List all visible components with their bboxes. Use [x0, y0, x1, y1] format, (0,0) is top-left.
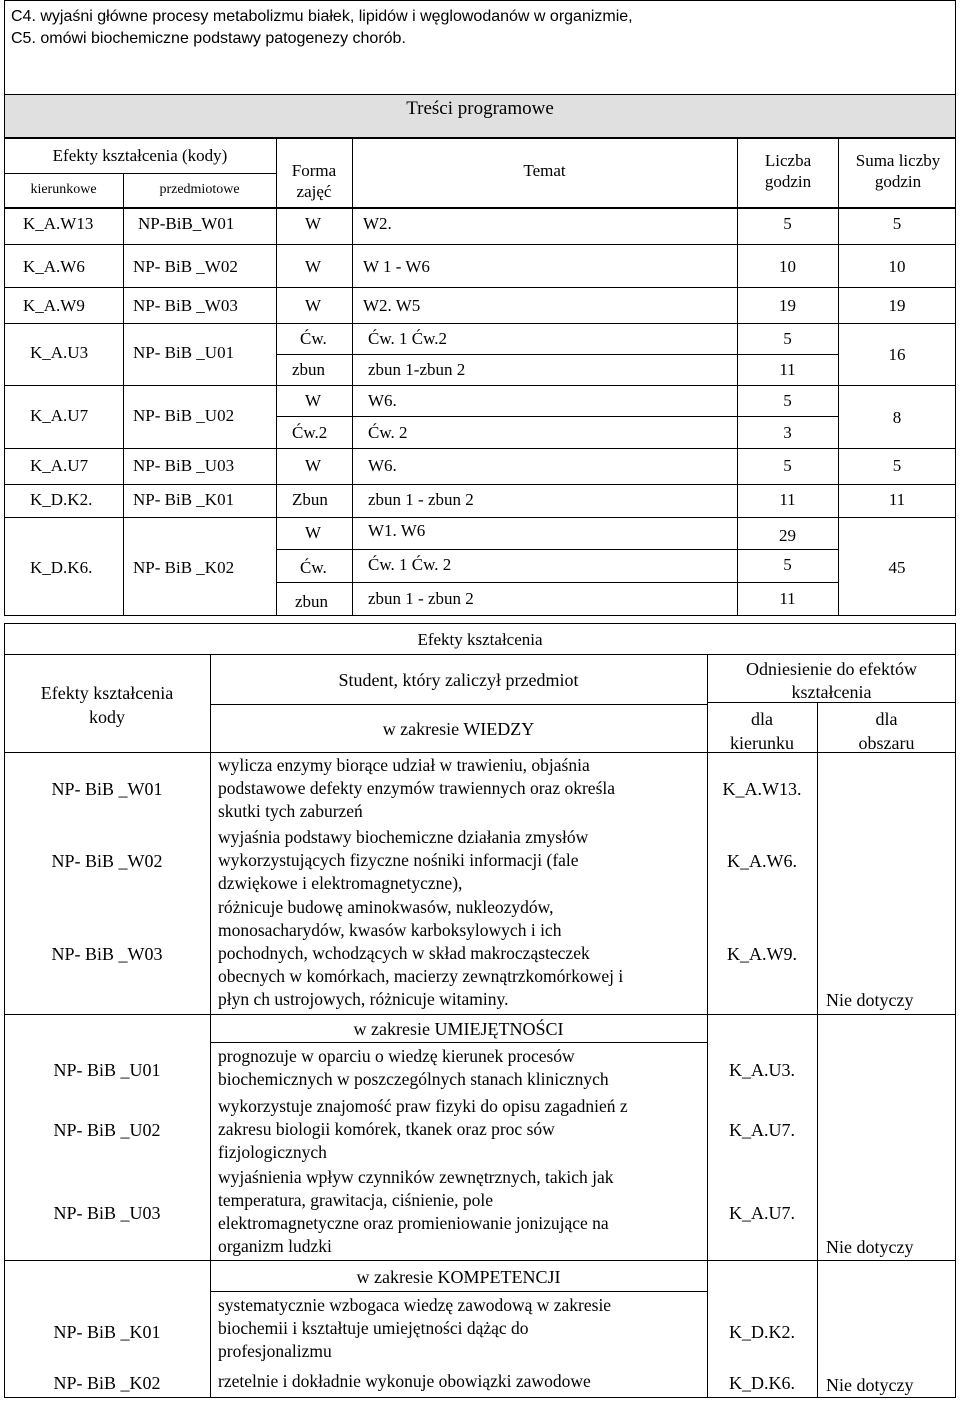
table-row-t: Ćw. 2 — [368, 423, 408, 442]
effects-codes-header: Efekty kształcenia kody — [40, 683, 174, 727]
effect-description-line: prognozuje w oparciu o wiedzę kierunek procesów — [218, 1046, 575, 1066]
table-row-l: 3 — [783, 423, 792, 442]
effect-reference: K_A.W6. — [727, 851, 797, 871]
table-row-s: 10 — [888, 257, 906, 276]
effect-description-line: dzwiękowe i elektromagnetyczne), — [218, 873, 463, 893]
effect-reference: K_A.U7. — [729, 1203, 795, 1223]
table-row-k: K_A.W13 — [23, 214, 94, 233]
table-row-s: 11 — [888, 490, 906, 509]
effects-title: Efekty kształcenia — [417, 630, 543, 649]
effect-description-line: wykorzystujących fizyczne nośniki informacji (fale — [218, 850, 579, 870]
table-row-f: W — [305, 456, 322, 475]
effect-description-line: wyjaśnia podstawy biochemiczne działania zmysłów — [218, 827, 589, 847]
effect-description-line: różnicuje budowę aminokwasów, nukleozydów, — [218, 897, 554, 917]
table-row-p: NP- BiB _U03 — [133, 456, 235, 475]
table-row-t: W2. — [363, 214, 392, 233]
table-row-k: K_A.W6 — [23, 257, 85, 276]
nie-dotyczy-wiedza: Nie dotyczy — [826, 990, 914, 1010]
effect-code: NP- BiB _U02 — [53, 1120, 161, 1140]
effect-description-line: wykorzystuje znajomość praw fizyki do opisu zagadnień z — [218, 1096, 628, 1116]
table-row-f: zbun — [292, 360, 326, 379]
effect-description-line: płyn ch ustrojowych, różnicuje witaminy. — [218, 989, 509, 1009]
effect-description-line: pochodnych, wchodzących w skład makrocząsteczek — [218, 943, 590, 963]
table-row-t: W6. — [368, 391, 397, 410]
table-row-t: W 1 - W6 — [363, 257, 430, 276]
effect-description-line: fizjologicznych — [218, 1142, 327, 1162]
table-row-k: K_A.U7 — [30, 406, 89, 425]
header-kierunkowe: kierunkowe — [30, 182, 97, 197]
header-effects: Efekty kształcenia (kody) — [52, 146, 228, 165]
effect-reference: K_D.K6. — [729, 1373, 795, 1393]
section-wiedza: w zakresie WIEDZY — [382, 719, 535, 739]
nie-dotyczy-umiejetnosci: Nie dotyczy — [826, 1237, 914, 1257]
effect-description-line: systematycznie wzbogaca wiedzę zawodową w zakresie — [218, 1295, 612, 1315]
table-row-t: Ćw. 1 Ćw.2 — [368, 329, 448, 348]
effect-description-line: obecnych w komórkach, macierzy zewnątrzkomórkowej i — [218, 966, 624, 986]
objective-c4: C4. wyjaśni główne procesy metabolizmu białek, lipidów i węglowodanów w organizmie, — [11, 8, 633, 25]
table-row-l: 19 — [779, 296, 796, 315]
effect-reference: K_A.U7. — [729, 1120, 795, 1140]
effect-description-line: monosacharydów, kwasów karboksylowych i ich — [218, 920, 562, 940]
section-umiejetnosci: w zakresie UMIEJĘTNOŚCI — [353, 1019, 564, 1039]
header-liczba: Liczba godzin — [764, 151, 812, 191]
table-row-p: NP- BiB _K02 — [133, 558, 235, 577]
dla-kierunku-header: dla kierunku — [730, 709, 794, 753]
table-row-s: 8 — [892, 408, 902, 427]
effect-reference: K_A.W9. — [727, 944, 797, 964]
table-row-l: 5 — [783, 214, 792, 233]
table-row-f: Zbun — [292, 490, 328, 509]
table-row-p: NP-BiB_W01 — [138, 214, 235, 233]
table-row-t: Ćw. 1 Ćw. 2 — [368, 555, 452, 574]
table-row-k: K_D.K2. — [30, 490, 93, 509]
effect-description-line: podstawowe defekty enzymów trawiennych oraz określa — [218, 778, 616, 798]
header-suma: Suma liczby godzin — [855, 151, 941, 191]
table-row-l: 11 — [779, 360, 796, 379]
table-row-k: K_D.K6. — [30, 558, 93, 577]
table-row-s: 5 — [892, 214, 902, 233]
effect-code: NP- BiB _W02 — [51, 851, 163, 871]
table-row-t: zbun 1 - zbun 2 — [368, 589, 474, 608]
effect-description-line: elektromagnetyczne oraz promieniowanie jonizujące na — [218, 1213, 609, 1233]
effect-description-line: wylicza enzymy biorące udział w trawieniu, objaśnia — [218, 755, 590, 775]
table-row-t: W6. — [368, 456, 397, 475]
effect-reference: K_A.W13. — [722, 779, 802, 799]
table-row-p: NP- BiB _W03 — [133, 296, 238, 315]
table-row-k: K_A.U7 — [30, 456, 89, 475]
effect-code: NP- BiB _U03 — [53, 1203, 161, 1223]
table-row-t: zbun 1-zbun 2 — [368, 360, 466, 379]
table-row-l: 5 — [783, 391, 792, 410]
table-row-f: zbun — [295, 592, 329, 611]
effect-description-line: biochemicznych w poszczególnych stanach klinicznych — [218, 1069, 609, 1089]
odniesienie-header: Odniesienie do efektów kształcenia — [746, 659, 917, 702]
table-row-l: 10 — [779, 257, 796, 276]
table-row-f: W — [305, 523, 322, 542]
table-row-l: 29 — [779, 526, 796, 545]
effect-reference: K_A.U3. — [729, 1060, 795, 1080]
effect-description-line: rzetelnie i dokładnie wykonuje obowiązki zawodowe — [218, 1371, 591, 1391]
table-row-s: 5 — [892, 456, 902, 475]
table-row-k: K_A.U3 — [30, 343, 89, 362]
effect-reference: K_D.K2. — [729, 1322, 795, 1342]
table-row-l: 5 — [783, 555, 792, 574]
table-row-s: 19 — [888, 296, 906, 315]
table-row-p: NP- BiB _U02 — [133, 406, 235, 425]
effect-code: NP- BiB _W03 — [51, 944, 163, 964]
table-row-t: W1. W6 — [368, 521, 426, 540]
table-row-f: W — [305, 391, 322, 410]
effect-code: NP- BiB _K02 — [53, 1373, 161, 1393]
table-row-f: W — [305, 296, 322, 315]
effect-code: NP- BiB _U01 — [53, 1060, 161, 1080]
effect-description-line: profesjonalizmu — [218, 1341, 332, 1361]
table-row-s: 45 — [888, 558, 906, 577]
table-row-l: 5 — [783, 329, 792, 348]
table-row-f: W — [305, 214, 322, 233]
objective-c5: C5. omówi biochemiczne podstawy patogenezy chorób. — [11, 30, 406, 47]
table-row-f: Ćw.2 — [292, 423, 328, 442]
effect-description-line: wyjaśnienia wpływ czynników zewnętrznych, takich jak — [218, 1167, 614, 1187]
table-row-t: zbun 1 - zbun 2 — [368, 490, 474, 509]
program-title: Treści programowe — [406, 98, 554, 119]
table-row-k: K_A.W9 — [23, 296, 85, 315]
effect-description-line: temperatura, grawitacja, ciśnienie, pole — [218, 1190, 494, 1210]
table-row-f: Ćw. — [300, 329, 327, 348]
section-kompetencji: w zakresie KOMPETENCJI — [356, 1267, 561, 1287]
table-row-s: 16 — [888, 345, 906, 364]
table-row-p: NP- BiB _U01 — [133, 343, 235, 362]
table-row-p: NP- BiB _K01 — [133, 490, 235, 509]
effect-description-line: zakresu biologii komórek, tkanek oraz proc sów — [218, 1119, 555, 1139]
effect-description-line: biochemii i kształtuje umiejętności dążąc do — [218, 1318, 529, 1338]
table-row-p: NP- BiB _W02 — [133, 257, 238, 276]
table-row-f: Ćw. — [300, 558, 327, 577]
header-temat: Temat — [523, 161, 566, 180]
effect-code: NP- BiB _K01 — [53, 1322, 161, 1342]
effect-code: NP- BiB _W01 — [51, 779, 163, 799]
header-przedmiotowe: przedmiotowe — [159, 182, 240, 197]
table-row-f: W — [305, 257, 322, 276]
dla-obszaru-header: dla obszaru — [858, 709, 915, 753]
table-row-l: 11 — [779, 589, 796, 608]
table-row-l: 11 — [779, 490, 796, 509]
student-header: Student, który zaliczył przedmiot — [338, 670, 579, 690]
table-row-l: 5 — [783, 456, 792, 475]
effect-description-line: organizm ludzki — [218, 1236, 332, 1256]
header-forma: Forma zajęć — [291, 161, 337, 201]
effect-description-line: skutki tych zaburzeń — [218, 801, 363, 821]
table-row-t: W2. W5 — [363, 296, 421, 315]
nie-dotyczy-kompetencji: Nie dotyczy — [826, 1375, 914, 1395]
